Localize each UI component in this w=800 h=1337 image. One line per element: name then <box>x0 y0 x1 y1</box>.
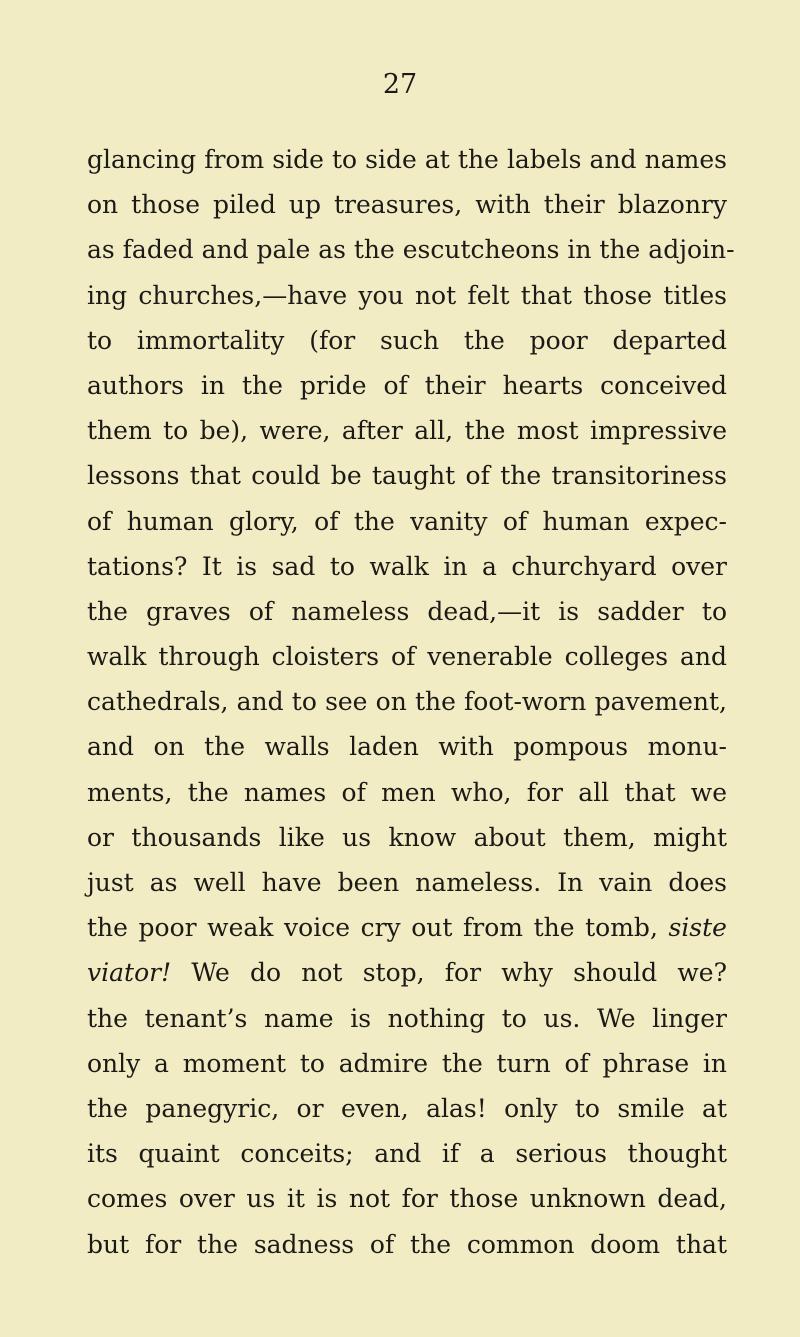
body-text <box>87 137 735 1267</box>
text-line-9: of human glory, of the vanity of human expec- <box>87 506 727 536</box>
text-line-17: just as well have been nameless. In vain does <box>87 868 727 897</box>
text-line-2: on those piled up treasures, with their blazonry <box>87 190 727 220</box>
text-line-18-roman: the poor weak voice cry out from the tomb, <box>87 913 658 943</box>
text-line-8: lessons that could be taught of the transitoriness <box>87 461 727 491</box>
text-line-19-roman: We do not stop, for why should we? <box>191 958 727 988</box>
text-line-18-italic: siste <box>668 913 727 943</box>
text-line-10: tations? It is sad to walk in a churchyard over <box>87 551 727 581</box>
text-line-24: comes over us it is not for those unknown dead, <box>87 1184 727 1214</box>
text-line-23: its quaint conceits; and if a serious thought <box>87 1139 727 1169</box>
text-line-18 <box>87 905 727 950</box>
text-line-15: ments, the names of men who, for all that we <box>87 777 727 807</box>
text-line-1: glancing from side to side at the labels and names <box>87 145 727 174</box>
text-line-3: as faded and pale as the escutcheons in the adjoin- <box>87 235 735 265</box>
text-line-19 <box>87 950 727 995</box>
text-line-7: them to be), were, after all, the most impressive <box>87 416 727 446</box>
text-line-4: ing churches,—have you not felt that those titles <box>87 280 727 310</box>
text-line-16: or thousands like us know about them, might <box>87 822 727 852</box>
page-number: 27 <box>382 69 418 100</box>
text-line-13: cathedrals, and to see on the foot-worn pavement, <box>87 687 727 717</box>
text-line-6: authors in the pride of their hearts conceived <box>87 370 727 400</box>
text-line-19-italic: viator! <box>87 958 172 988</box>
text-line-22: the panegyric, or even, alas! only to smile at <box>87 1093 727 1123</box>
text-line-21: only a moment to admire the turn of phrase in <box>87 1048 727 1078</box>
text-line-5: to immortality (for such the poor departed <box>87 325 727 355</box>
text-line-20: the tenant’s name is nothing to us. We linger <box>87 1003 727 1033</box>
text-line-11: the graves of nameless dead,—it is sadder to <box>87 596 727 626</box>
text-line-25: but for the sadness of the common doom that <box>87 1229 727 1259</box>
text-line-12: walk through cloisters of venerable colleges and <box>87 642 727 672</box>
text-line-14: and on the walls laden with pompous monu- <box>87 732 727 762</box>
